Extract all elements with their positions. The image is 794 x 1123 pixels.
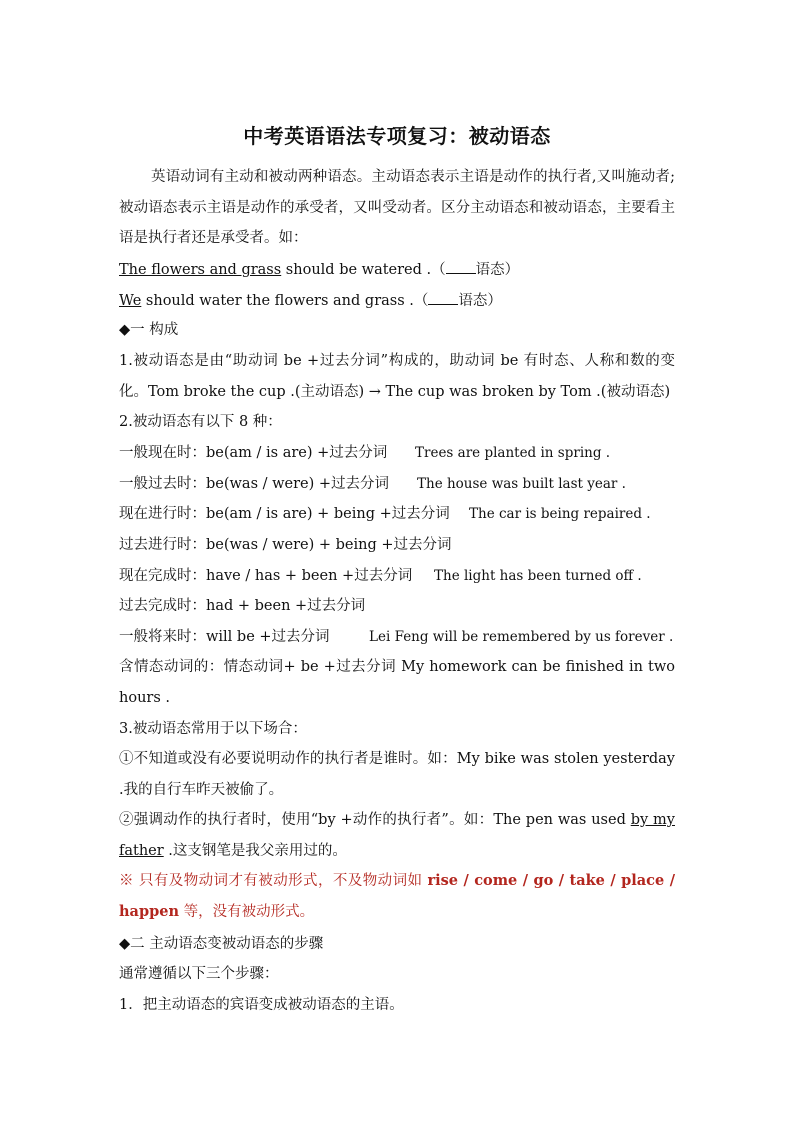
tense-row [119, 504, 679, 524]
usage-case-2-translation: .这支钢笔是我父亲用过的。 [163, 842, 347, 859]
answer-blank-2 [428, 290, 458, 305]
tense-row [119, 596, 679, 616]
example-1-suffix: 语态） [475, 262, 520, 278]
steps-intro: 通常遵循以下三个步骤： [119, 966, 279, 982]
note-verb-list: rise / come / go / take / place / happen [119, 872, 675, 920]
usage-case-2-agent: by my father [119, 812, 675, 859]
tense-label: 现在完成时：have / has + been +过去分词 [119, 568, 413, 584]
item-1-paragraph: 1.被动语态是由“助动词 be +过去分词”构成的，助动词 be 有时态、人称和数的变化。Tom broke the cup .(主动语态) → The cup was broken by Tom .(被动语态) [119, 353, 675, 400]
tense-label: 现在进行时：be(am / is are) + being +过去分词 [119, 506, 450, 522]
example-1-rest: should be watered .（ [281, 262, 446, 278]
tense-example: The house was built last year . [417, 476, 626, 492]
intro-paragraph: 英语动词有主动和被动两种语态。主动语态表示主语是动作的执行者,又叫施动者;被动语态表示主语是动作的承受者，又叫受动者。区分主动语态和被动语态，主要看主语是执行者还是承受者。如： [119, 169, 675, 246]
tense-label: 一般将来时：will be +过去分词 [119, 629, 330, 645]
usage-case-2-text: ②强调动作的执行者时，使用“by +动作的执行者”。如：The pen was used [119, 812, 631, 828]
tense-row [119, 443, 679, 463]
tense-example: The light has been turned off . [434, 568, 642, 584]
tense-example: Trees are planted in spring . [415, 445, 611, 461]
answer-blank-1 [446, 259, 476, 274]
tense-example: Lei Feng will be remembered by us forever . [369, 629, 674, 645]
tense-label: 过去完成时：had + been +过去分词 [119, 598, 366, 614]
note-text-end: 等，没有被动形式。 [178, 903, 315, 920]
example-2-subject: We [119, 293, 142, 309]
tense-row [119, 627, 679, 647]
example-2-suffix: 语态） [458, 293, 502, 309]
example-2-rest: should water the flowers and grass .（ [141, 293, 429, 309]
tense-label: 过去进行时：be(was / were) + being +过去分词 [119, 537, 452, 553]
tense-label: 一般现在时：be(am / is are) +过去分词 [119, 445, 388, 461]
item-3-heading: 3.被动语态常用于以下场合： [119, 721, 307, 737]
tense-row [119, 535, 679, 555]
tense-example: The car is being repaired . [469, 506, 651, 522]
usage-case-2 [119, 805, 675, 866]
usage-case-1: ①不知道或没有必要说明动作的执行者是谁时。如：My bike was stolen yesterday .我的自行车昨天被偷了。 [119, 751, 675, 798]
tense-label: 一般过去时：be(was / were) +过去分词 [119, 476, 390, 492]
intransitive-note [119, 866, 675, 927]
section-1-heading: ◆一 构成 [119, 322, 179, 338]
step-1: 1．把主动语态的宾语变成被动语态的主语。 [119, 997, 404, 1013]
modal-verb-line: 含情态动词的：情态动词+ be +过去分词 My homework can be finished in two hours . [119, 659, 675, 706]
example-1-subject: The flowers and grass [119, 262, 282, 278]
section-2-heading: ◆二 主动语态变被动语态的步骤 [119, 936, 324, 952]
item-2-heading: 2.被动语态有以下 8 种： [119, 414, 282, 430]
tense-row [119, 566, 679, 586]
tense-row [119, 474, 679, 494]
page-title: 中考英语语法专项复习：被动语态 [243, 124, 551, 148]
example-sentence-2 [119, 290, 679, 311]
note-text: ※ 只有及物动词才有被动形式，不及物动词如 [119, 873, 428, 889]
example-sentence-1 [119, 259, 679, 280]
